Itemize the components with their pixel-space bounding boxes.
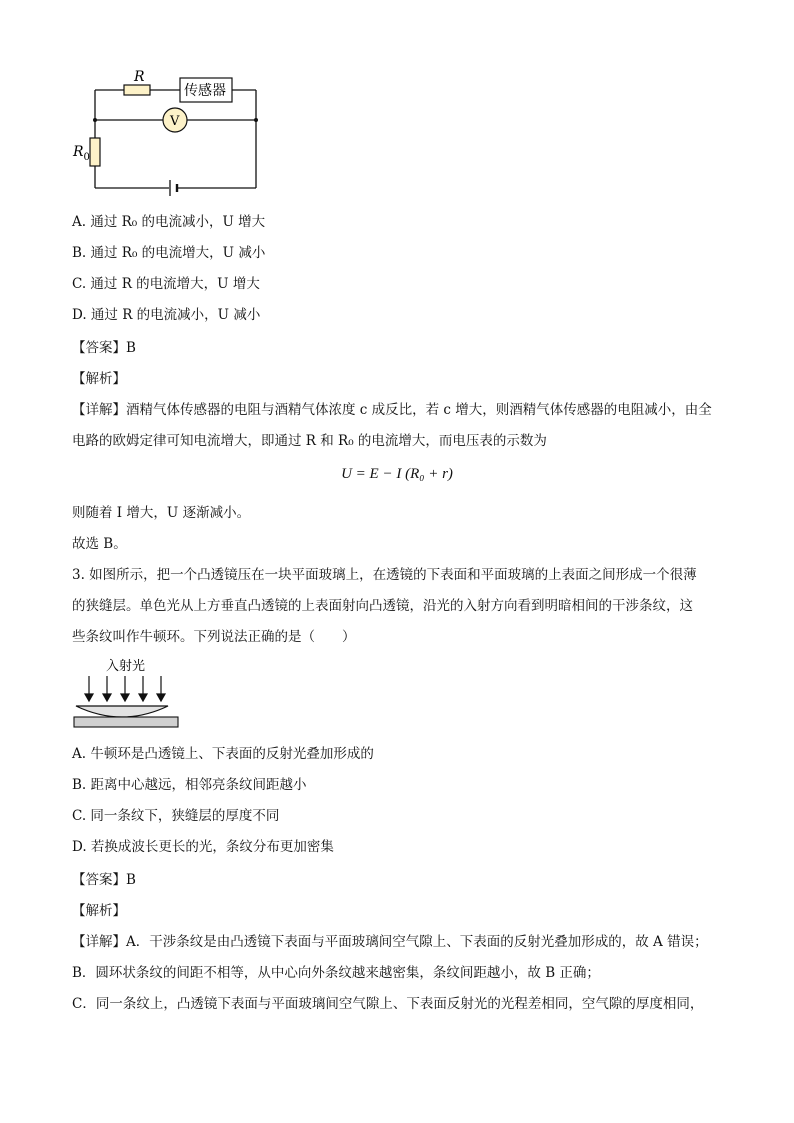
q3-detail-a: 【详解】A．干涉条纹是由凸透镜下表面与平面玻璃间空气隙上、下表面的反射光叠加形成的，故 A 错误； [72, 934, 708, 950]
incident-light-label: 入射光 [106, 659, 146, 674]
q3-option-a: A. 牛顿环是凸透镜上、下表面的反射光叠加形成的 [72, 746, 374, 762]
newton-ring-diagram [66, 654, 186, 734]
q2-option-d: D. 通过 R 的电流减小，U 减小 [72, 307, 261, 323]
q2-formula: U = E − I (R₀ + r) [341, 466, 453, 482]
q3-option-c: C. 同一条纹下，狭缝层的厚度不同 [72, 808, 280, 824]
q3-detail-c: C．同一条纹上，凸透镜下表面与平面玻璃间空气隙上、下表面反射光的光程差相同，空气隙的厚度相同， [72, 996, 704, 1012]
q3-stem-2: 的狭缝层。单色光从上方垂直凸透镜的上表面射向凸透镜，沿光的入射方向看到明暗相间的干涉条纹，这 [72, 598, 693, 614]
q2-option-b: B. 通过 R₀ 的电流增大，U 减小 [72, 245, 266, 261]
q3-option-d: D. 若换成波长更长的光，条纹分布更加密集 [72, 839, 334, 855]
q2-analysis-label: 【解析】 [72, 371, 126, 387]
q2-answer: 【答案】B [72, 340, 136, 356]
q2-option-c: C. 通过 R 的电流增大，U 增大 [72, 276, 260, 292]
resistor-r0-label: $R_0$ [73, 144, 90, 163]
resistor-r-label: R [134, 69, 145, 85]
q3-answer: 【答案】B [72, 872, 136, 888]
q2-option-a: A. 通过 R₀ 的电流减小，U 增大 [72, 214, 266, 230]
sensor-label: 传感器 [184, 83, 226, 99]
voltmeter-label: V [170, 114, 180, 129]
q2-detail-2: 电路的欧姆定律可知电流增大，即通过 R 和 R₀ 的电流增大，而电压表的示数为 [72, 433, 547, 449]
resistor-r [124, 85, 150, 95]
battery-icon [170, 180, 177, 196]
q3-stem-1: 3. 如图所示，把一个凸透镜压在一块平面玻璃上，在透镜的下表面和平面玻璃的上表面之间形成一个很薄 [72, 567, 697, 583]
q3-stem-3: 些条纹叫作牛顿环。下列说法正确的是（ ） [72, 629, 356, 645]
q3-detail-b: B．圆环状条纹的间距不相等，从中心向外条纹越来越密集，条纹间距越小，故 B 正确； [72, 965, 600, 981]
convex-lens [76, 706, 168, 717]
circuit-diagram [60, 60, 280, 200]
q2-conclusion: 故选 B。 [72, 536, 127, 552]
flat-glass [74, 717, 178, 727]
resistor-r0 [90, 138, 100, 166]
q2-detail-1: 【详解】酒精气体传感器的电阻与酒精气体浓度 c 成反比，若 c 增大，则酒精气体传感器的电阻减小，由全 [72, 402, 712, 418]
q3-analysis-label: 【解析】 [72, 903, 126, 919]
q2-detail-3: 则随着 I 增大，U 逐渐减小。 [72, 505, 251, 521]
q3-option-b: B. 距离中心越远，相邻亮条纹间距越小 [72, 777, 307, 793]
